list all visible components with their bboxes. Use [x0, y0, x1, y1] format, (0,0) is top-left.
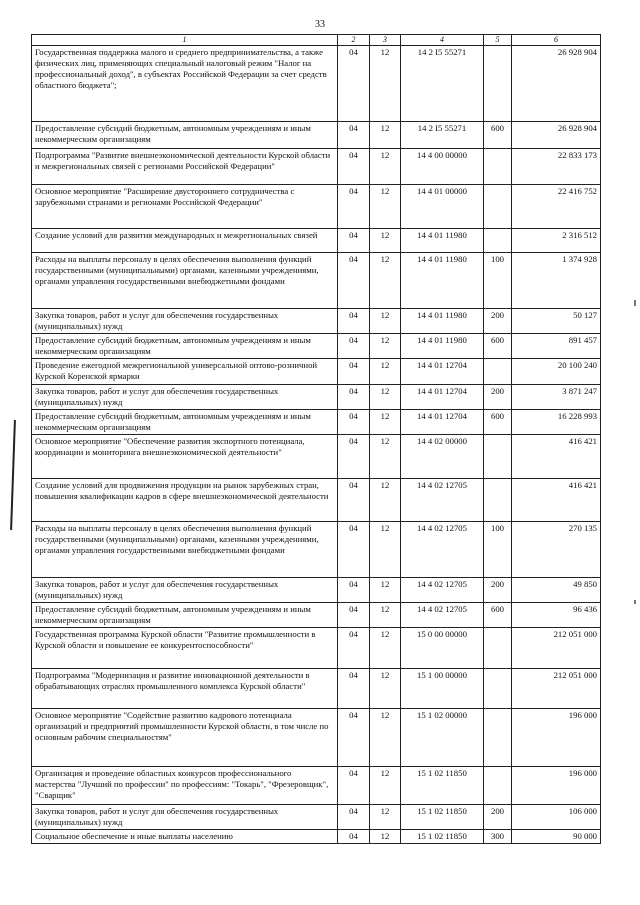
target-article-cell: 14 2 I5 55271	[401, 46, 484, 122]
section-code-cell: 04	[338, 122, 370, 149]
table-row	[32, 767, 601, 805]
target-article-cell: 15 1 00 00000	[401, 669, 484, 709]
target-article-cell: 14 4 02 00000	[401, 435, 484, 479]
table-row	[32, 149, 601, 185]
target-article-cell: 14 4 01 11980	[401, 229, 484, 253]
subsection-code-cell: 12	[370, 628, 401, 669]
target-article-cell: 14 4 01 11980	[401, 334, 484, 359]
section-code-cell: 04	[338, 479, 370, 522]
subsection-code-cell: 12	[370, 149, 401, 185]
expense-name-cell: Основное мероприятие "Расширение двустороннего сотрудничества с зарубежными странами и регионами Российской Федерации"	[32, 185, 338, 229]
table-row	[32, 410, 601, 435]
table-header-row	[32, 35, 601, 46]
expense-name-cell: Предоставление субсидий бюджетным, автономным учреждениям и иным некоммерческим организациям	[32, 410, 338, 435]
subsection-code-cell: 12	[370, 830, 401, 844]
expense-type-cell: 200	[484, 385, 512, 410]
target-article-cell: 15 1 02 11850	[401, 805, 484, 830]
expense-name-cell: Расходы на выплаты персоналу в целях обеспечения выполнения функций государственными (муниципальными) органами, казенными учреждениями, органами управления государственными внебюджетными фондами	[32, 253, 338, 309]
amount-cell: 212 051 000	[512, 628, 601, 669]
amount-cell: 50 127	[512, 309, 601, 334]
table-row	[32, 709, 601, 767]
expense-type-cell: 600	[484, 603, 512, 628]
expense-name-cell: Государственная поддержка малого и среднего предпринимательства, а также физических лиц, применяющих специальный налоговый режим "Налог на профессиональный доход", в субъектах Российской Федерации за счет средств областного бюджета";	[32, 46, 338, 122]
subsection-code-cell: 12	[370, 435, 401, 479]
subsection-code-cell: 12	[370, 805, 401, 830]
expense-type-cell	[484, 767, 512, 805]
subsection-code-cell: 12	[370, 767, 401, 805]
section-code-cell: 04	[338, 410, 370, 435]
section-code-cell: 04	[338, 767, 370, 805]
amount-cell: 26 928 904	[512, 46, 601, 122]
section-code-cell: 04	[338, 435, 370, 479]
section-code-cell: 04	[338, 359, 370, 385]
target-article-cell: 14 4 00 00000	[401, 149, 484, 185]
amount-cell: 20 100 240	[512, 359, 601, 385]
expense-type-cell	[484, 709, 512, 767]
expense-type-cell	[484, 359, 512, 385]
expense-name-cell: Предоставление субсидий бюджетным, автономным учреждениям и иным некоммерческим организациям	[32, 603, 338, 628]
expense-type-cell: 600	[484, 334, 512, 359]
section-code-cell: 04	[338, 185, 370, 229]
expense-type-cell	[484, 479, 512, 522]
expense-name-cell: Основное мероприятие "Обеспечение развития экспортного потенциала, координации и мониторинга внешнеэкономической деятельности"	[32, 435, 338, 479]
expense-type-cell	[484, 185, 512, 229]
page-number: 33	[315, 19, 325, 30]
section-code-cell: 04	[338, 46, 370, 122]
target-article-cell: 15 0 00 00000	[401, 628, 484, 669]
table-row	[32, 603, 601, 628]
subsection-code-cell: 12	[370, 334, 401, 359]
amount-cell: 416 421	[512, 479, 601, 522]
section-code-cell: 04	[338, 578, 370, 603]
target-article-cell: 14 4 02 12705	[401, 603, 484, 628]
table-row	[32, 805, 601, 830]
expense-type-cell: 100	[484, 253, 512, 309]
subsection-code-cell: 12	[370, 46, 401, 122]
table-row	[32, 253, 601, 309]
expense-type-cell: 600	[484, 122, 512, 149]
expense-name-cell: Проведение ежегодной межрегиональной универсальной оптово-розничной Курской Коренской ярмарки	[32, 359, 338, 385]
header-col-2: 2	[338, 35, 370, 46]
expense-name-cell: Расходы на выплаты персоналу в целях обеспечения выполнения функций государственными (муниципальными) органами, казенными учреждениями, органами управления государственными внебюджетными фондами	[32, 522, 338, 578]
subsection-code-cell: 12	[370, 385, 401, 410]
amount-cell: 196 000	[512, 767, 601, 805]
amount-cell: 416 421	[512, 435, 601, 479]
subsection-code-cell: 12	[370, 479, 401, 522]
table-row	[32, 479, 601, 522]
amount-cell: 1 374 928	[512, 253, 601, 309]
table-row	[32, 359, 601, 385]
target-article-cell: 14 4 01 11980	[401, 253, 484, 309]
expense-type-cell: 100	[484, 522, 512, 578]
expense-type-cell: 300	[484, 830, 512, 844]
expense-type-cell	[484, 46, 512, 122]
expense-type-cell	[484, 669, 512, 709]
expense-name-cell: Государственная программа Курской области "Развитие промышленности в Курской области и повышение ее конкурентоспособности"	[32, 628, 338, 669]
section-code-cell: 04	[338, 334, 370, 359]
section-code-cell: 04	[338, 385, 370, 410]
expense-name-cell: Социальное обеспечение и иные выплаты населению	[32, 830, 338, 844]
table-row	[32, 628, 601, 669]
target-article-cell: 14 4 01 12704	[401, 410, 484, 435]
target-article-cell: 14 4 01 00000	[401, 185, 484, 229]
amount-cell: 16 228 993	[512, 410, 601, 435]
subsection-code-cell: 12	[370, 253, 401, 309]
amount-cell: 212 051 000	[512, 669, 601, 709]
subsection-code-cell: 12	[370, 229, 401, 253]
section-code-cell: 04	[338, 669, 370, 709]
amount-cell: 106 000	[512, 805, 601, 830]
table-row	[32, 122, 601, 149]
expense-name-cell: Предоставление субсидий бюджетным, автономным учреждениям и иным некоммерческим организациям	[32, 334, 338, 359]
header-col-1: 1	[32, 35, 338, 46]
expense-type-cell	[484, 435, 512, 479]
table-row	[32, 435, 601, 479]
subsection-code-cell: 12	[370, 359, 401, 385]
amount-cell: 3 871 247	[512, 385, 601, 410]
expense-name-cell: Создание условий для продвижения продукции на рынок зарубежных стран, повышения квалификации кадров в сфере внешнеэкономической деятельности	[32, 479, 338, 522]
expense-name-cell: Основное мероприятие "Содействие развитию кадрового потенциала организаций и предприятий промышленности Курской области, в том числе по основным рабочим специальностям"	[32, 709, 338, 767]
subsection-code-cell: 12	[370, 122, 401, 149]
section-code-cell: 04	[338, 522, 370, 578]
target-article-cell: 15 1 02 11850	[401, 830, 484, 844]
target-article-cell: 14 4 01 12704	[401, 385, 484, 410]
table-row	[32, 229, 601, 253]
section-code-cell: 04	[338, 603, 370, 628]
expense-name-cell: Подпрограмма "Развитие внешнеэкономической деятельности Курской области и межрегиональных связей с регионами Российской Федерации"	[32, 149, 338, 185]
table-row	[32, 830, 601, 844]
target-article-cell: 14 4 02 12705	[401, 479, 484, 522]
header-col-3: 3	[370, 35, 401, 46]
subsection-code-cell: 12	[370, 522, 401, 578]
expense-name-cell: Создание условий для развития международных и межрегиональных связей	[32, 229, 338, 253]
section-code-cell: 04	[338, 628, 370, 669]
section-code-cell: 04	[338, 709, 370, 767]
expense-name-cell: Закупка товаров, работ и услуг для обеспечения государственных (муниципальных) нужд	[32, 385, 338, 410]
target-article-cell: 15 1 02 11850	[401, 767, 484, 805]
table-row	[32, 46, 601, 122]
amount-cell: 2 316 512	[512, 229, 601, 253]
table-row	[32, 185, 601, 229]
budget-table	[31, 34, 601, 844]
amount-cell: 90 000	[512, 830, 601, 844]
table-row	[32, 334, 601, 359]
subsection-code-cell: 12	[370, 578, 401, 603]
subsection-code-cell: 12	[370, 603, 401, 628]
subsection-code-cell: 12	[370, 709, 401, 767]
table-body	[32, 46, 601, 844]
section-code-cell: 04	[338, 830, 370, 844]
section-code-cell: 04	[338, 253, 370, 309]
header-col-4: 4	[401, 35, 484, 46]
section-code-cell: 04	[338, 149, 370, 185]
expense-type-cell	[484, 229, 512, 253]
subsection-code-cell: 12	[370, 185, 401, 229]
target-article-cell: 14 2 I5 55271	[401, 122, 484, 149]
amount-cell: 49 850	[512, 578, 601, 603]
subsection-code-cell: 12	[370, 410, 401, 435]
expense-type-cell	[484, 628, 512, 669]
amount-cell: 22 416 752	[512, 185, 601, 229]
expense-name-cell: Организация и проведение областных конкурсов профессионального мастерства "Лучший по профессии" по профессиям: "Токарь", "Фрезеровщик", "Сварщик"	[32, 767, 338, 805]
expense-name-cell: Закупка товаров, работ и услуг для обеспечения государственных (муниципальных) нужд	[32, 309, 338, 334]
amount-cell: 196 000	[512, 709, 601, 767]
target-article-cell: 15 1 02 00000	[401, 709, 484, 767]
section-code-cell: 04	[338, 309, 370, 334]
expense-name-cell: Подпрограмма "Модернизация и развитие инновационной деятельности в обрабатывающих отраслях промышленного комплекса Курской области"	[32, 669, 338, 709]
table-row	[32, 522, 601, 578]
amount-cell: 270 135	[512, 522, 601, 578]
target-article-cell: 14 4 02 12705	[401, 522, 484, 578]
expense-type-cell: 600	[484, 410, 512, 435]
amount-cell: 26 928 904	[512, 122, 601, 149]
table-row	[32, 669, 601, 709]
target-article-cell: 14 4 02 12705	[401, 578, 484, 603]
table-row	[32, 578, 601, 603]
amount-cell: 891 457	[512, 334, 601, 359]
scan-speck	[634, 600, 636, 604]
table-row	[32, 385, 601, 410]
expense-name-cell: Закупка товаров, работ и услуг для обеспечения государственных (муниципальных) нужд	[32, 578, 338, 603]
target-article-cell: 14 4 01 12704	[401, 359, 484, 385]
expense-name-cell: Предоставление субсидий бюджетным, автономным учреждениям и иным некоммерческим организациям	[32, 122, 338, 149]
expense-type-cell: 200	[484, 578, 512, 603]
header-col-5: 5	[484, 35, 512, 46]
expense-type-cell	[484, 149, 512, 185]
amount-cell: 22 833 173	[512, 149, 601, 185]
section-code-cell: 04	[338, 229, 370, 253]
subsection-code-cell: 12	[370, 669, 401, 709]
amount-cell: 96 436	[512, 603, 601, 628]
expense-type-cell: 200	[484, 805, 512, 830]
section-code-cell: 04	[338, 805, 370, 830]
expense-type-cell: 200	[484, 309, 512, 334]
subsection-code-cell: 12	[370, 309, 401, 334]
target-article-cell: 14 4 01 11980	[401, 309, 484, 334]
expense-name-cell: Закупка товаров, работ и услуг для обеспечения государственных (муниципальных) нужд	[32, 805, 338, 830]
margin-pen-mark	[10, 420, 16, 530]
header-col-6: 6	[512, 35, 601, 46]
table-row	[32, 309, 601, 334]
scan-speck	[634, 300, 636, 306]
